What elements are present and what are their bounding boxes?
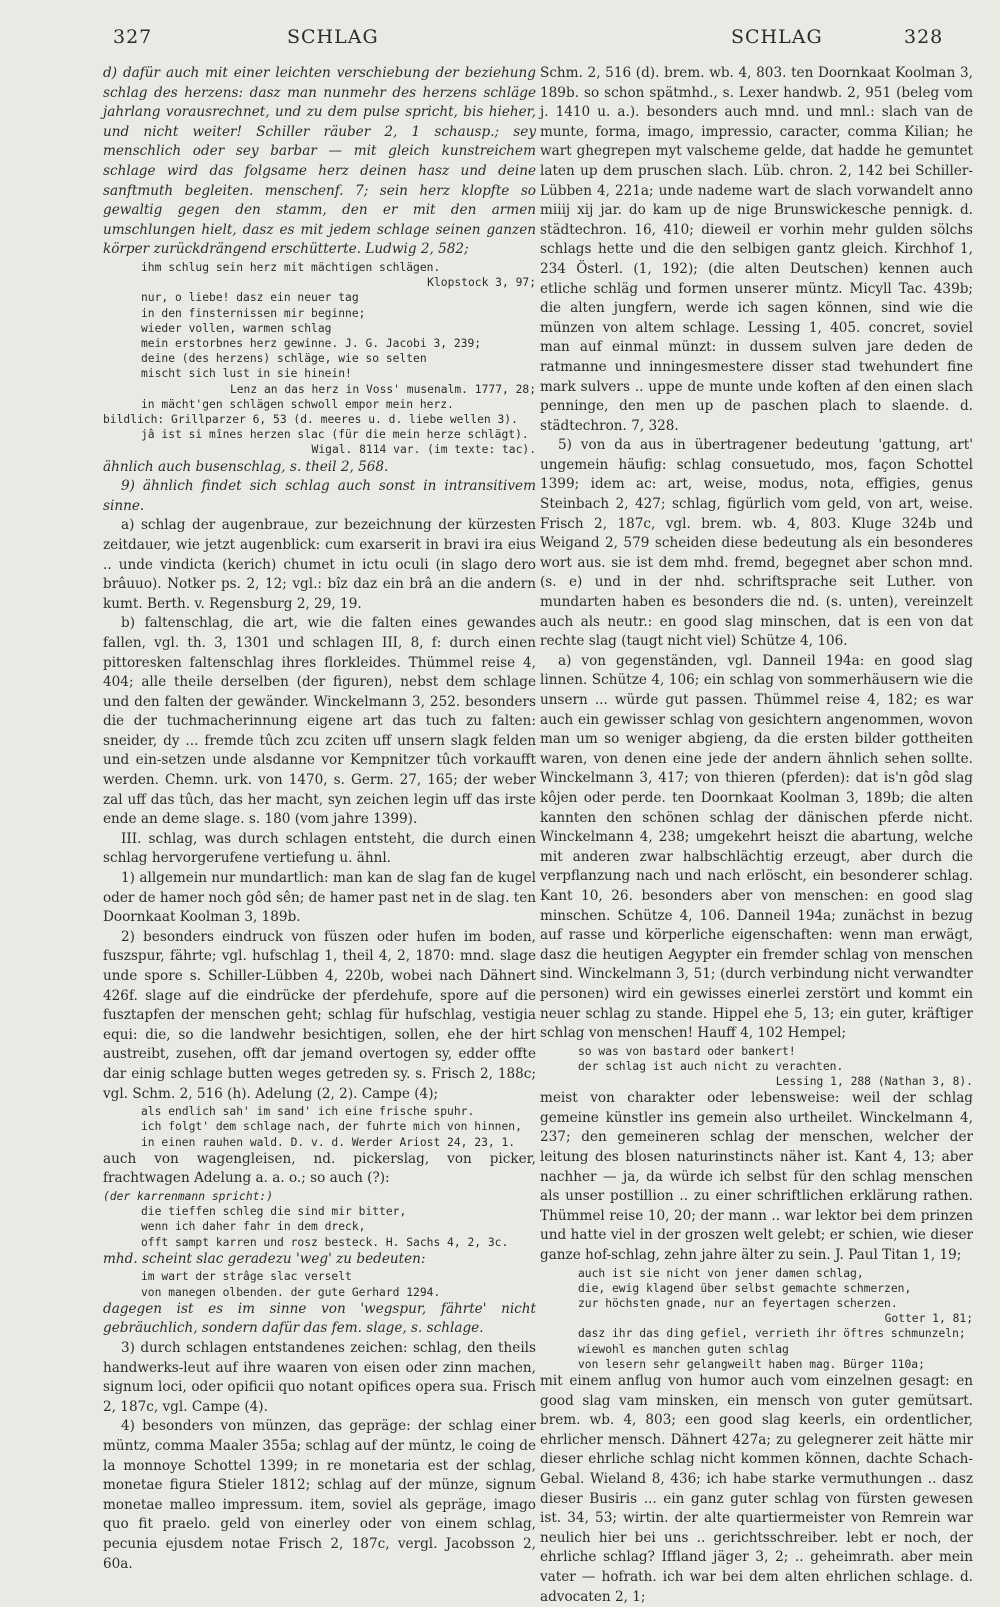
paragraph: ähnlich auch busenschlag, s. theil 2, 568. — [103, 458, 389, 475]
quote-line: zur höchsten gnade, nur an feyertagen scherzen. — [578, 1297, 898, 1311]
quote-line: in mächt'gen schlägen schwoll empor mein herz. — [141, 397, 454, 411]
quote-source: Lenz an das herz in Voss' musenalm. 1777, 28; — [229, 382, 536, 396]
paragraph: dagegen ist es im sinne von 'wegspur, fährte' nicht gebräuchlich, sondern dafür das fem. slage, s. schlage. — [103, 1300, 536, 1337]
quote-source: Gotter 1, 81; — [884, 1312, 973, 1326]
right-page-number: 328 — [904, 26, 944, 48]
quote-line: wiewohl es manchen guten schlag — [578, 1342, 789, 1356]
quote-line: nur, o liebe! dasz ein neuer tag — [141, 291, 359, 305]
quote-line: offt sampt karren und rosz besteck. H. Sachs 4, 2, 3c. — [141, 1235, 509, 1249]
right-column — [540, 64, 973, 1605]
paragraph: mhd. scheint slac geradezu 'weg' zu bedeuten: — [103, 1250, 426, 1267]
paragraph: d) dafür auch mit einer leichten verschiebung der beziehung schlag des herzens: dasz man nunmehr des herzens schläge jahrlang vorausrechnet, und zu dem pulse spricht, bis hieher, und nicht weiter! Schiller räuber 2, 1 schausp.; sey menschlich oder sey barbar — mit gleich kunstreichem schlage wird das folgsame herz deinen hasz und deine sanftmuth begleiten. menschenf. 7; sein herz klopfte so gewaltig gegen den stamm, den er mit den armen umschlungen hielt, dasz es mit jedem schlage seinen ganzen körper zurückdrängend erschütterte. Ludwig 2, 582; — [103, 65, 536, 258]
quote-line: von lesern sehr gelangweilt haben mag. Bürger 110a; — [578, 1357, 925, 1371]
paragraph: Schm. 2, 516 (d). brem. wb. 4, 803. ten Doornkaat Koolman 3, 189b. so schon spätmhd., s. Lexer handwb. 2, 951 (beleg vom j. 1410 u. a.). besonders auch mnd. und mnl.: slach van de munte, forma, imago, impressio, caracter, comma Kilian; he wart ghegrepen myt valscheme gelde, dat hadde he gemuntet laten up dem pruschen slach. Lüb. chron. 2, 142 bei Schiller-Lübben 4, 221a; unde nademe wart de slach vorwandelt anno miiij xij jar. do kam up de nige Brunswickesche pennigk. d. städtechron. 16, 410; dieweil er vorhin mehr gulden sölchs schlags hette und die den selbigen gantz gleich. Kirchhof 1, 234 Österl. (1, 192); (die alten Deutschen) kennen auch etliche schläg und formen unserer müntz. Micyll Tac. 439b; die alten jungfern, werde ich sagen können, sind wie die münzen von altem schlage. Lessing 1, 405. concret, soviel man auf einmal münzt: in dussem sulven jare deden de ratmanne und inningesmestere disser stad twehundert fine mark sulvers .. uppe de munte unde koften af den einen slach penninge, den men up de paschen plach to slaende. d. städtechron. 7, 328. — [540, 65, 973, 434]
quote-line: bildlich: Grillparzer 6, 53 (d. meeres u. d. liebe wellen 3). — [103, 412, 518, 426]
quote-line: mein erstorbnes herz gewinne. J. G. Jacobi 3, 239; — [141, 336, 482, 350]
quote-line: auch ist sie nicht von jener damen schlag, — [578, 1266, 864, 1280]
quote-line: im wart der strâge slac verselt — [141, 1270, 352, 1284]
quote-line: ich folgt' dem schlage nach, der fuhrte mich von hinnen, — [141, 1120, 522, 1134]
paragraph: mit einem anflug von humor auch vom einzelnen gesagt: en good slag vam minsken, ein mensch von guter gemütsart. brem. wb. 4, 803; een good slag keerls, ein ordentlicher, ehrlicher mensch. Dähnert 427a; zu gelegnerer zeit hätte mir dieser ehrliche schlag nicht kommen können, dachte Schach-Gebal. Wieland 8, 436; ich habe starke vermuthungen .. dasz dieser Busiris ... ein ganz guter schlag von fürsten gewesen ist. 34, 53; wirtin. der alte quartiermeister von Remrein war neulich hier bei uns .. gerichtsschreiber. lebt er noch, der ehrliche schlag? Iffland jäger 3, 2; .. geheimrath. aber mein vater — hofrath. ich war bei dem alten ehrlichen schlage. d. advocaten 2, 1; — [540, 1373, 973, 1605]
quote-line: als endlich sah' im sand' ich eine frische spuhr. — [141, 1105, 475, 1119]
quote-line: dasz ihr das ding gefiel, verrieth ihr öftres schmunzeln; — [578, 1327, 966, 1341]
paragraph: 5) von da aus in übertragener bedeutung 'gattung, art' ungemein häufig: schlag consuetudo, mos, façon Schottel 1399; idem ac: art, weise, modus, nota, effigies, genus Steinbach 2, 427; schlag, figürlich vom geld, von art, weise. Frisch 2, 187c, vgl. brem. wb. 4, 803. Kluge 324b und Weigand 2, 579 scheiden diese bedeutung als ein besonderes wort aus. sie ist dem mhd. fremd, begegnet aber schon mnd. (s. e) und in der nhd. schriftsprache seit Luther. von mundarten haben es besonders die nd. (s. unten), vereinzelt auch als neutr.: en good slag minschen, dat is een von dat rechte slag (taugt nicht viel) Schütze 4, 106. — [540, 437, 973, 650]
quote-line: in den finsternissen mir beginne; — [141, 306, 366, 320]
quote-line: (der karrenmann spricht:) — [103, 1189, 274, 1203]
quote-line: ihm schlug sein herz mit mächtigen schlägen. — [141, 260, 441, 274]
quote-line: deine (des herzens) schläge, wie so selten — [141, 352, 427, 366]
quote-line: mischt sich lust in sie hinein! — [141, 367, 352, 381]
quote-line: so was von bastard oder bankert! — [578, 1044, 796, 1058]
quote-line: wenn ich daher fahr in dem dreck, — [141, 1220, 366, 1234]
quote-line: die tieffen schleg die sind mir bitter, — [141, 1205, 407, 1219]
quote-line: wieder vollen, warmen schlag — [141, 321, 332, 335]
paragraph: auch von wagengleisen, nd. pickerslag, von picker, frachtwagen Adelung a. a. o.; so auch (?): — [103, 1150, 536, 1187]
paragraph: a) von gegenständen, vgl. Danneil 194a: en good slag linnen. Schütze 4, 106; ein schlag von sommerhäusern wie die unsern ... würde gut passen. Thümmel reise 4, 182; es war auch ein gewisser schlag von gesichtern angenommen, wovon man um so weniger abgieng, da die ersten bilder gottheiten waren, von denen eine jede der andern ähnlich sehen sollte. Winckelmann 3, 417; von thieren (pferden): dat is'n gôd slag kôjen oder perde. ten Doornkaat Koolman 3, 189b; die alten kannten den schönen schlag der dänischen pferde nicht. Winckelmann 4, 238; umgekehrt heiszt die abartung, welche mit anderen zwar halbschlächtig erzeugt, aber durch die verpflanzung nach und nach erlöscht, ein besonderer schlag. Kant 10, 26. besonders aber von menschen: en good slag minschen. Schütze 4, 106. Danneil 194a; zunächst in bezug auf rasse und körperliche eigenschaften: wenn man erwägt, dasz die heutigen Aegypter ein fremder schlag von menschen sind. Winckelmann 3, 51; (durch verbindung nicht verwandter personen) wird ein gewisses einerlei zerstört und kommt ein neuer schlag zu stande. Hippel ehe 5, 13; ein guter, kräftiger schlag von menschen! Hauff 4, 102 Hempel; — [540, 652, 973, 1042]
quote-source: Klopstock 3, 97; — [427, 276, 536, 290]
paragraph: 3) durch schlagen entstandenes zeichen: schlag, den theils handwerks-leut auf ihre waaren von eisen oder zinn machen, signum loci, oder opificii quo notant opifices opera sua. Frisch 2, 187c, vgl. Campe (4). — [103, 1339, 536, 1415]
quote-line: in einen rauhen wald. D. v. d. Werder Ariost 24, 23, 1. — [141, 1135, 516, 1149]
left-running-head: SCHLAG — [287, 26, 379, 48]
quote-line: jâ ist si mînes herzen slac (für die mein herze schlägt). — [141, 428, 529, 442]
left-column — [103, 64, 537, 1572]
paragraph: 1) allgemein nur mundartlich: man kan de slag fan de kugel oder de hamer noch gôd sên; de hamer past net in de slag. ten Doornkaat Koolman 3, 189b. — [103, 870, 537, 926]
section-heading: III. schlag, was durch schlagen entsteht, die durch einen schlag hervorgerufene vertiefung u. ähnl. — [103, 830, 536, 867]
left-page-number: 327 — [113, 26, 153, 48]
quote-line: die, ewig klagend über selbst gemachte schmerzen, — [578, 1281, 912, 1295]
paragraph: 4) besonders von münzen, das gepräge: der schlag einer müntz, comma Maaler 355a; schlag auf der müntz, le coing de la monnoye Schottel 1399; in re monetaria est der schlag, monetae figura Stieler 1812; schlag auf der münze, signum monetae malleo impressum. item, soviel als gepräge, imago quo fit praelo. geld von einerley oder von einem schlag, pecunia ejusdem notae Frisch 2, 187c, vergl. Jacobsson 2, 60a. — [103, 1418, 536, 1572]
right-running-head: SCHLAG — [731, 26, 823, 48]
quote-source: Lessing 1, 288 (Nathan 3, 8). — [775, 1075, 973, 1089]
quote-line: der schlag ist auch nicht zu verachten. — [578, 1059, 844, 1073]
paragraph: b) faltenschlag, die art, wie die falten eines gewandes fallen, vgl. th. 3, 1301 und schlagen III, 8, f: durch einen pittoresken faltenschlag ihres florkleides. Thümmel reise 4, 404; alle theile derselben (der figuren), nebst dem schlage und den falten der gewänder. Winckelmann 3, 252. besonders die der tuchmacherinnung eigene art das tuch zu falten: sneider, dy ... fremde tûch zcu zciten uff unsern slagk felden und ein-setzen unde alsdanne vor Kempnitzer tûch vorkaufft werden. Chemn. urk. von 1470, s. Germ. 27, 165; der weber zal uff das tûch, das her macht, syn zeichen legin uff das irste ende an deme slage. s. 180 (vom jahre 1399). — [103, 615, 536, 828]
quote-source: Wigal. 8114 var. (im texte: tac). — [311, 443, 536, 457]
paragraph: meist von charakter oder lebensweise: weil der schlag gemeine künstler ins gemein also urtheilet. Winckelmann 4, 237; den gemeineren schlag der menschen, welcher der leitung des blosen naturinstincts näher ist. Kant 4, 13; aber nachher — ja, da würde ich selbst für den schlag menschen als unser postillion .. zu einer schriftlichen erklärung rathen. Thümmel reise 10, 20; der mann .. war lektor bei dem prinzen und hatte viel in der groszen welt gelebt; er schien, wie dieser ganze hof-schlag, zehn jahre älter zu sein. J. Paul Titan 1, 19; — [540, 1090, 973, 1264]
paragraph: 2) besonders eindruck von füszen oder hufen im boden, fuszspur, fährte; vgl. hufschlag 1, theil 4, 2, 1870: mnd. slage unde spore s. Schiller-Lübben 4, 220b, wobei nach Dähnert 426f. slage auf die eindrücke der pferdehufe, spore auf die fusztapfen der menschen geht; schlag für hufschlag, vestigia equi: die, so die landwehr besichtigen, sollen, ehe der hirt austreibt, zusehen, offt dar jemand overtogen sy, edder offte dar einig schlage butten weges getreden sy. s. Frisch 2, 188c; vgl. Schm. 2, 516 (h). Adelung (2, 2). Campe (4); — [103, 928, 536, 1102]
quote-line: von manegen olbenden. der gute Gerhard 1294. — [141, 1285, 441, 1299]
paragraph: a) schlag der augenbraue, zur bezeichnung der kürzesten zeitdauer, wie jetzt augenblick: cum exarserit in bravi ira eius .. unde vindicta (kerich) chumet in ictu oculi (in slago dero brâuuo). Notker ps. 2, 12; vgl.: bîz daz ein brâ an die andern kumt. Berth. v. Regensburg 2, 29, 19. — [103, 517, 536, 612]
section-heading: 9) ähnlich findet sich schlag auch sonst in intransitivem sinne. — [103, 478, 536, 514]
